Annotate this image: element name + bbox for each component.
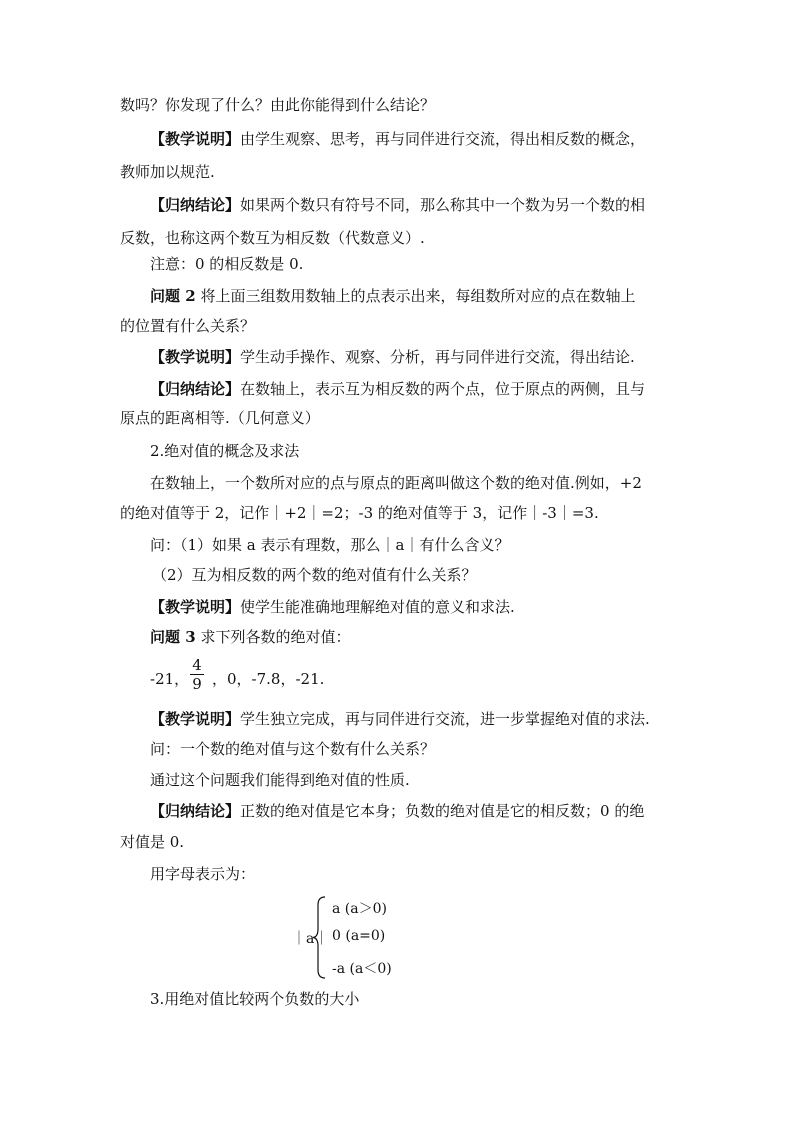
piecewise-formula xyxy=(292,895,412,980)
conclusion-text: 如果两个数只有符号不同，那么称其中一个数为另一个数的相 xyxy=(240,196,646,214)
note-line: 注意：0 的相反数是 0. xyxy=(150,255,304,273)
teaching-note-tag: 【教学说明】 xyxy=(150,348,241,366)
teaching-note-tag: 【教学说明】 xyxy=(150,130,241,148)
conclusion-note xyxy=(150,378,710,400)
fraction-denominator: 9 xyxy=(192,675,202,693)
teaching-note-text: 使学生能准确地理解绝对值的意义和求法. xyxy=(240,598,515,616)
paragraph-line: 反数，也称这两个数互为相反数（代数意义）. xyxy=(120,229,425,247)
number-list-start: -21， xyxy=(150,670,190,688)
question-2 xyxy=(150,285,710,307)
conclusion-note xyxy=(150,800,710,822)
case-negative: -a (a＜0) xyxy=(332,961,392,977)
teaching-note xyxy=(150,128,710,150)
question-line: 问：（1）如果 a 表示有理数，那么｜a｜有什么含义？ xyxy=(150,536,510,554)
teaching-note-text: 学生动手操作、观察、分析，再与同伴进行交流，得出结论. xyxy=(240,348,635,366)
conclusion-tag: 【归纳结论】 xyxy=(150,802,241,820)
teaching-note-tag: 【教学说明】 xyxy=(150,598,241,616)
section-heading: 2.绝对值的概念及求法 xyxy=(150,442,300,460)
teaching-note xyxy=(150,596,710,618)
left-brace-icon xyxy=(312,895,328,980)
conclusion-tag: 【归纳结论】 xyxy=(150,196,241,214)
paragraph-line: 教师加以规范. xyxy=(120,163,215,181)
question-3 xyxy=(150,626,710,648)
fraction xyxy=(188,656,206,693)
teaching-note xyxy=(150,708,710,730)
paragraph-line: 的绝对值等于 2，记作｜+2｜=2；-3 的绝对值等于 3，记作｜-3｜=3. xyxy=(120,504,599,522)
fraction-numerator: 4 xyxy=(192,656,202,674)
paragraph-line: 数吗？你发现了什么？由此你能得到什么结论？ xyxy=(120,96,436,114)
case-zero: 0 (a=0) xyxy=(332,928,386,944)
teaching-note-text: 由学生观察、思考，再与同伴进行交流，得出相反数的概念， xyxy=(240,130,646,148)
teaching-note xyxy=(150,346,710,368)
case-positive: a (a＞0) xyxy=(332,901,387,917)
teaching-note-tag: 【教学说明】 xyxy=(150,710,241,728)
question-tag: 问题 2 xyxy=(150,287,196,305)
question-text: 求下列各数的绝对值： xyxy=(195,628,351,646)
question-text: 将上面三组数用数轴上的点表示出来，每组数所对应的点在数轴上 xyxy=(195,287,636,305)
conclusion-text: 正数的绝对值是它本身；负数的绝对值是它的相反数；0 的绝 xyxy=(240,802,645,820)
number-list-rest: ，0，-7.8，-21. xyxy=(212,670,325,688)
question-line: （2）互为相反数的两个数的绝对值有什么关系？ xyxy=(152,566,477,584)
paragraph-line: 在数轴上，一个数所对应的点与原点的距离叫做这个数的绝对值.例如，+2 xyxy=(150,474,642,492)
absolute-value-a: ｜a｜ xyxy=(292,931,329,947)
conclusion-note xyxy=(150,194,710,216)
teaching-note-text: 学生独立完成，再与同伴进行交流，进一步掌握绝对值的求法. xyxy=(240,710,650,728)
question-tag: 问题 3 xyxy=(150,628,196,646)
conclusion-text: 在数轴上，表示互为相反数的两个点，位于原点的两侧，且与 xyxy=(240,380,646,398)
conclusion-tag: 【归纳结论】 xyxy=(150,380,241,398)
paragraph-line: 原点的距离相等.（几何意义） xyxy=(120,409,320,427)
question-line: 问：一个数的绝对值与这个数有什么关系？ xyxy=(150,740,436,758)
paragraph-line: 用字母表示为： xyxy=(150,865,256,883)
paragraph-line: 的位置有什么关系？ xyxy=(120,317,256,335)
paragraph-line: 对值是 0. xyxy=(120,833,185,851)
paragraph-line: 通过这个问题我们能得到绝对值的性质. xyxy=(150,771,410,789)
section-heading: 3.用绝对值比较两个负数的大小 xyxy=(150,990,360,1008)
